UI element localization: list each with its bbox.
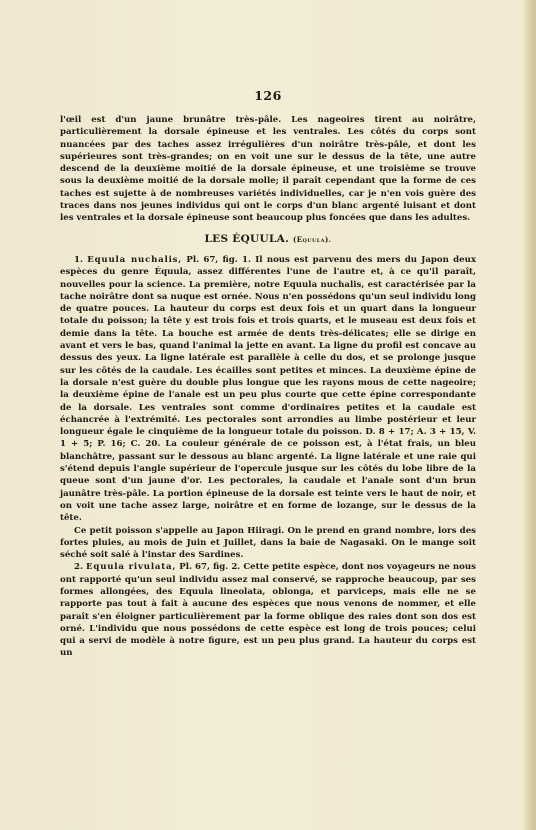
entry-text: Pl. 67, fig. 2. Cette petite espèce, dont nos voyageurs ne nous ont rapporté qu'un seul individu assez mal conservé, se rapproche beaucoup, par ses formes allongées, des Equula lineolata, oblonga, et parviceps, mais elle ne se rapporte pas tout à fait à aucune des espèces que nous venons de nommer, et elle paraît s'en éloigner particulièrement par la forme oblique des raies dont son dos est orné. L'individu que nous possédons de cette espèce est long de trois pouces; celui qui a servi de modèle à notre figure, est un peu plus grand. La hauteur du corps est un <box>60 562 476 659</box>
intro-paragraph: l'œil est d'un jaune brunâtre très-pâle. Les nageoires tirent au noirâtre, particulièrement la dorsale épineuse et les ventrales. Les côtés du corps sont nuancées par des taches assez irrégulières d'un noirâtre très-pâle, et dont les supérieures sont très-grandes; on en voit une sur le dessus de la tête, une autre descend de la deuxième moitié de la dorsale épineuse, et une troisième se trouve sous la deuxième moitié de la dorsale molle; il paraît cependant que la forme de ces taches est sujette à de nombreuses variétés individuelles, car je n'en vois guère des traces dans nos jeunes individus qui ont le corps d'un blanc argenté luisant et dont les ventrales et la dorsale épineuse sont beaucoup plus foncées que dans les adultes. <box>60 115 476 224</box>
section-subtitle: (Equula). <box>293 234 332 244</box>
page-body <box>60 114 476 660</box>
entry-equula-rivulata <box>60 561 476 659</box>
entry-number: 2. <box>74 562 83 573</box>
entry-note: Ce petit poisson s'appelle au Japon Hiiragi. On le prend en grand nombre, lors des fortes pluies, au mois de Juin et Juillet, dans la baie de Nagasaki. On le mange soit séché soit salé à l'instar des Sardines. <box>60 525 476 561</box>
page-number: 126 <box>254 88 282 103</box>
species-name: Equula nuchalis, <box>87 254 183 265</box>
section-heading <box>60 233 476 246</box>
section-title: LES ÉQUULA. <box>204 232 290 245</box>
page-edge-shadow <box>522 0 536 830</box>
entry-number: 1. <box>74 254 83 265</box>
entry-equula-nuchalis <box>60 254 476 525</box>
entry-text: Pl. 67, fig. 1. Il nous est parvenu des mers du Japon deux espèces du genre Équula, assez différentes l'une de l'autre et, à ce qu'il paraît, nouvelles pour la science. La première, notre Equula nuchalis, est caractérisée par la tache noirâtre dont sa nuque est ornée. Nous n'en possédons qu'un seul individu long de quatre pouces. La hauteur du corps est deux fois et un quart dans la longueur totale du poisson; la tête y est trois fois et trois quarts, et le museau est deux fois et demie dans la tête. La bouche est armée de dents très-délicates; elle se dirige en avant et vers le bas, quand l'animal la jette en avant. La ligne du profil est concave au dessus des yeux. La ligne latérale est parallèle à celle du dos, et se prolonge jusque sur les côtés de la caudale. Les écailles sont petites et minces. La deuxième épine de la dorsale n'est guère du double plus longue que les rayons mous de cette nageoire; la deuxième épine de l'anale est un peu plus courte que cette épine correspondante de la dorsale. Les ventrales sont comme d'ordinaires petites et la caudale est échancrée à l'extrémité. Les pectorales sont arrondies au limbe postérieur et leur longueur égale le cinquième de la longueur totale du poisson. D. 8 + 17; A. 3 + 15, V. 1 + 5; P. 16; C. 20. La couleur générale de ce poisson est, à l'état frais, un bleu blanchâtre, passant sur le dessous au blanc argenté. La ligne latérale et une raie qui s'étend depuis l'angle supérieur de l'opercule jusque sur les côtés du lobe libre de la queue sont d'un jaune d'or. Les pectorales, la caudale et l'anale sont d'un brun jaunâtre très-pâle. La portion épineuse de la dorsale est teinte vers le haut de noir, et on voit une tache assez large, noirâtre et en forme de lozange, sur le dessus de la tête. <box>60 254 476 524</box>
species-name: Equula rivulata, <box>86 562 177 573</box>
